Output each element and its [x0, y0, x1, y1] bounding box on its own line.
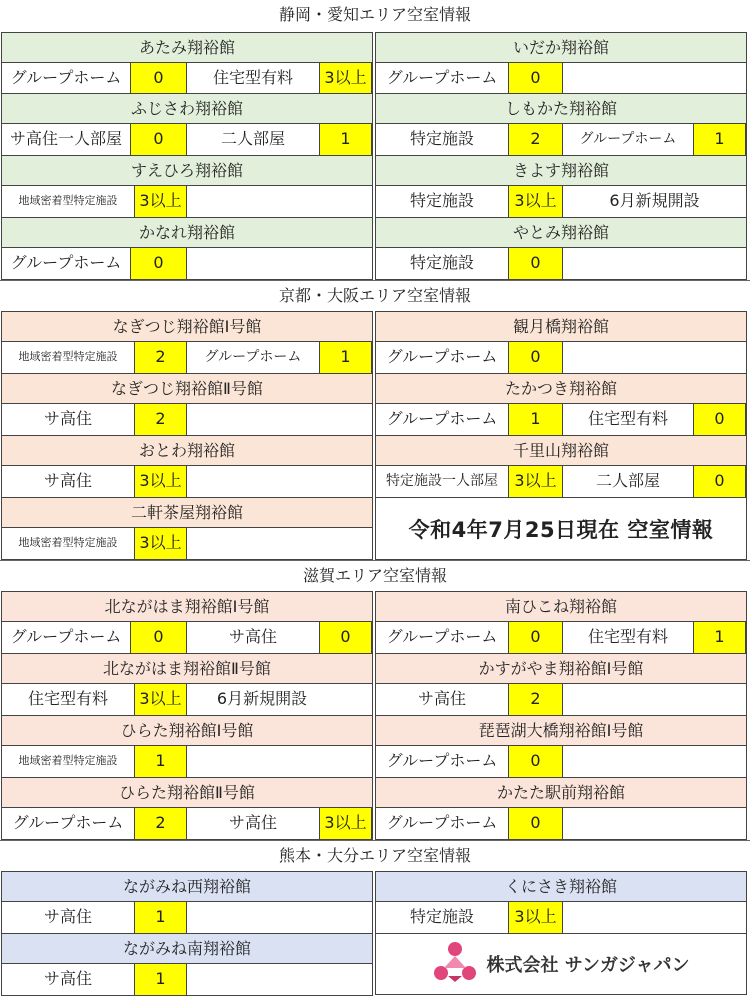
- facility-name: かたた駅前翔裕館: [376, 778, 746, 808]
- type-label: 特定施設: [409, 191, 474, 210]
- type-label: グループホーム: [10, 627, 122, 646]
- vacancy-count: 0: [508, 342, 563, 373]
- region-title-kyoto: 京都・大阪エリア空室情報: [0, 280, 750, 311]
- vacancy-count: 1: [693, 124, 746, 155]
- vacancy-count: 0: [693, 404, 746, 435]
- type-label: サ高住: [43, 471, 92, 490]
- vacancy-count: 1: [508, 404, 563, 435]
- type-label: グループホーム: [10, 253, 122, 272]
- vacancy-count: 3以上: [508, 902, 563, 933]
- type-label: 住宅型有料: [212, 68, 293, 87]
- type-label: 特定施設: [409, 129, 474, 148]
- company-logo-area: [375, 933, 747, 995]
- vacancy-count: 0: [508, 622, 563, 653]
- vacancy-count: 3以上: [319, 63, 372, 94]
- vacancy-count: 3以上: [134, 186, 187, 217]
- facility-atami: [1, 32, 373, 95]
- facility-fujisawa: [1, 93, 373, 156]
- facility-kiyosu: [375, 155, 747, 218]
- facility-suehiro: [1, 155, 373, 218]
- vacancy-count: 0: [508, 746, 563, 777]
- type-label: 地域密着型特定施設: [18, 536, 118, 549]
- type-label: サ高住: [228, 813, 277, 832]
- type-label: グループホーム: [386, 347, 498, 366]
- facility-kasugayama-1: [375, 653, 747, 716]
- facility-yatomi: [375, 217, 747, 280]
- facility-biwako-ohashi: [375, 715, 747, 778]
- vacancy-count: 2: [508, 684, 563, 715]
- vacancy-count: 1: [134, 964, 187, 995]
- vacancy-count: 3以上: [134, 466, 187, 497]
- opening-note: 6月新規開設: [609, 191, 700, 210]
- vacancy-count: 1: [319, 124, 372, 155]
- facility-nikenchaya: [1, 497, 373, 560]
- facility-name: しもかた翔裕館: [376, 94, 746, 124]
- facility-name: すえひろ翔裕館: [2, 156, 372, 186]
- type-label: グループホーム: [386, 813, 498, 832]
- notice-text: 令和4年7月25日現在 空室情報: [408, 517, 714, 542]
- company-logo: [432, 940, 689, 988]
- type-label: 特定施設: [409, 907, 474, 926]
- type-label: 地域密着型特定施設: [18, 754, 118, 767]
- facility-name: ながみね南翔裕館: [2, 934, 372, 964]
- facility-kitanagahama-1: [1, 591, 373, 654]
- facility-name: ふじさわ翔裕館: [2, 94, 372, 124]
- facility-name: ながみね西翔裕館: [2, 872, 372, 902]
- vacancy-count: 3以上: [134, 684, 187, 715]
- vacancy-count: 1: [693, 622, 746, 653]
- facility-name: 観月橋翔裕館: [376, 312, 746, 342]
- facility-name: たかつき翔裕館: [376, 374, 746, 404]
- facility-kitanagahama-2: [1, 653, 373, 716]
- type-label: 二人部屋: [595, 471, 660, 490]
- vacancy-count: 2: [134, 404, 187, 435]
- type-label: 地域密着型特定施設: [18, 194, 118, 207]
- region-title-kumamoto: 熊本・大分エリア空室情報: [0, 840, 750, 871]
- type-label: グループホーム: [12, 813, 124, 832]
- facility-katata-ekimae: [375, 777, 747, 840]
- vacancy-count: 2: [508, 124, 563, 155]
- vacancy-count: 0: [693, 466, 746, 497]
- type-label: グループホーム: [386, 751, 498, 770]
- facility-kanare: [1, 217, 373, 280]
- vacancy-count: 0: [130, 248, 187, 279]
- type-label: グループホーム: [204, 349, 302, 365]
- type-label: 地域密着型特定施設: [18, 350, 118, 363]
- facility-name: 琵琶湖大橋翔裕館Ⅰ号館: [376, 716, 746, 746]
- facility-name: 二軒茶屋翔裕館: [2, 498, 372, 528]
- facility-nagitsuji-2: [1, 373, 373, 436]
- facility-hirata-2: [1, 777, 373, 840]
- facility-idaka: [375, 32, 747, 95]
- type-label: サ高住: [43, 969, 92, 988]
- company-name: 株式会社 サンガジャパン: [486, 955, 690, 976]
- vacancy-count: 0: [508, 808, 563, 839]
- vacancy-count: 0: [130, 124, 187, 155]
- type-label: サ高住: [43, 409, 92, 428]
- type-label: グループホーム: [386, 627, 498, 646]
- type-label: サ高住: [228, 627, 277, 646]
- facility-name: かなれ翔裕館: [2, 218, 372, 248]
- type-label: 住宅型有料: [27, 689, 108, 708]
- facility-name: くにさき翔裕館: [376, 872, 746, 902]
- type-label: 住宅型有料: [587, 409, 668, 428]
- sanga-logo-icon: [432, 940, 478, 988]
- facility-name: ひらた翔裕館Ⅰ号館: [2, 716, 372, 746]
- vacancy-count: 1: [319, 342, 372, 373]
- facility-senriyama: [375, 435, 747, 498]
- vacancy-count: 0: [508, 63, 563, 94]
- facility-name: なぎつじ翔裕館Ⅰ号館: [2, 312, 372, 342]
- vacancy-count: 3以上: [508, 466, 563, 497]
- facility-kunisaki: [375, 871, 747, 934]
- facility-nagamine-minami: [1, 933, 373, 996]
- facility-name: ひらた翔裕館Ⅱ号館: [2, 778, 372, 808]
- vacancy-count: 2: [134, 342, 187, 373]
- facility-name: 北ながはま翔裕館Ⅱ号館: [2, 654, 372, 684]
- type-label: 二人部屋: [220, 129, 285, 148]
- region-title-shizuoka: 静岡・愛知エリア空室情報: [278, 5, 471, 24]
- facility-name: おとわ翔裕館: [2, 436, 372, 466]
- facility-takatsuki: [375, 373, 747, 436]
- vacancy-count: 1: [134, 902, 187, 933]
- facility-name: 千里山翔裕館: [376, 436, 746, 466]
- type-label: 特定施設一人部屋: [386, 473, 498, 489]
- facility-kangetsukyo: [375, 311, 747, 374]
- vacancy-count: 0: [508, 248, 563, 279]
- vacancy-count: 3以上: [134, 528, 187, 559]
- vacancy-count: 0: [319, 622, 372, 653]
- type-label: サ高住: [417, 689, 466, 708]
- as-of-notice: [375, 497, 747, 560]
- type-label: グループホーム: [10, 68, 122, 87]
- facility-nagitsuji-1: [1, 311, 373, 374]
- facility-name: 北ながはま翔裕館Ⅰ号館: [2, 592, 372, 622]
- type-label: グループホーム: [579, 131, 677, 147]
- vacancy-count: 0: [130, 63, 187, 94]
- type-label: サ高住: [43, 907, 92, 926]
- type-label: サ高住一人部屋: [9, 129, 122, 148]
- facility-otowa: [1, 435, 373, 498]
- facility-name: かすがやま翔裕館Ⅰ号館: [376, 654, 746, 684]
- type-label: 住宅型有料: [587, 627, 668, 646]
- region-title-shiga: 滋賀エリア空室情報: [0, 560, 750, 591]
- facility-name: 南ひこね翔裕館: [376, 592, 746, 622]
- facility-hirata-1: [1, 715, 373, 778]
- type-label: グループホーム: [386, 409, 498, 428]
- facility-name: いだか翔裕館: [376, 33, 746, 63]
- facility-name: きよす翔裕館: [376, 156, 746, 186]
- vacancy-count: 3以上: [508, 186, 563, 217]
- opening-note: 6月新規開設: [216, 689, 308, 708]
- facility-name: あたみ翔裕館: [2, 33, 372, 63]
- facility-shimokata: [375, 93, 747, 156]
- facility-minamihikone: [375, 591, 747, 654]
- vacancy-count: 3以上: [319, 808, 372, 839]
- type-label: 特定施設: [409, 253, 474, 272]
- vacancy-count: 1: [134, 746, 187, 777]
- type-label: グループホーム: [386, 68, 498, 87]
- facility-nagamine-nishi: [1, 871, 373, 934]
- facility-name: やとみ翔裕館: [376, 218, 746, 248]
- facility-name: なぎつじ翔裕館Ⅱ号館: [2, 374, 372, 404]
- vacancy-count: 2: [134, 808, 187, 839]
- vacancy-count: 0: [130, 622, 187, 653]
